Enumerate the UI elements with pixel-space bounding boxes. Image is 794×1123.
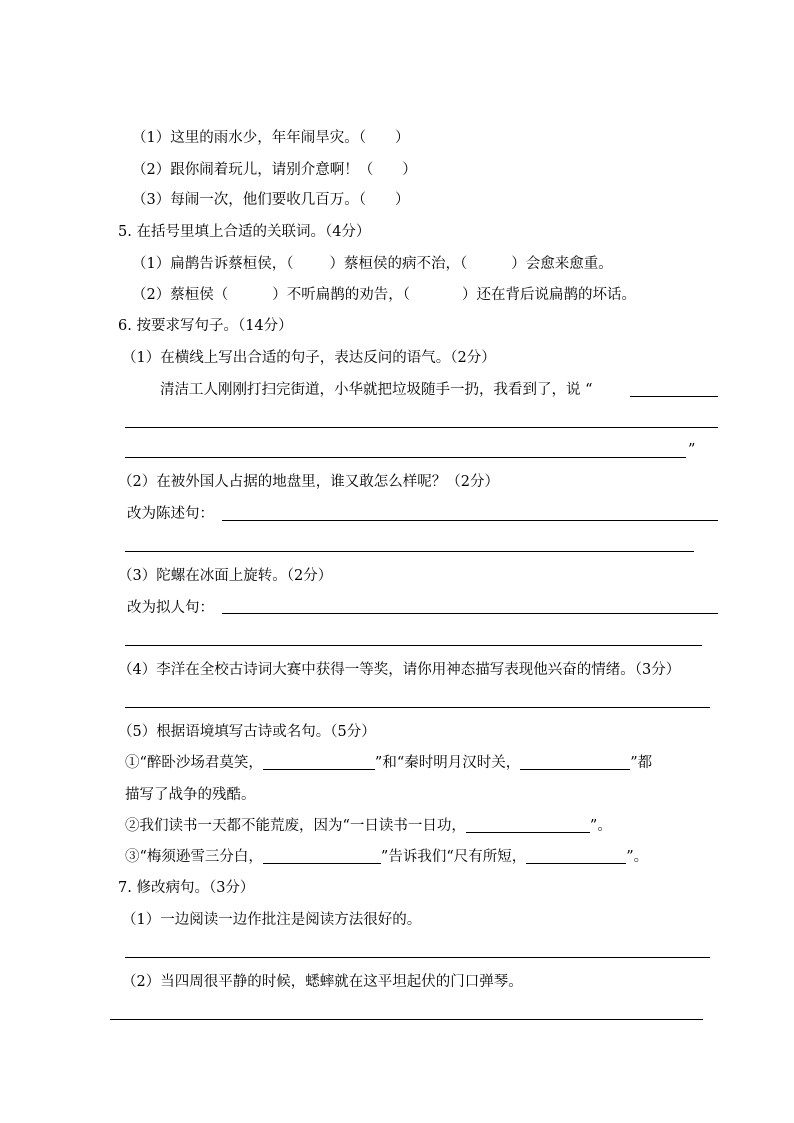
q6-sub5-blank-3[interactable] [466,816,590,833]
q5-item-2 [132,285,636,305]
q7-sub1: （1）一边阅读一边作批注是阅读方法很好的。 [122,912,422,928]
q6-sub4-answer-line[interactable] [125,707,710,708]
q4-item-3: （3）每闹一次，他们要收几百万。（ ） [132,192,410,208]
q5-title: 5. 在括号里填上合适的关联词。（4分） [118,224,371,240]
q7-sub1-answer-line[interactable] [125,957,710,958]
q6-sub5-line-3-part-a: ③“梅须逊雪三分白， [125,849,263,865]
q5-item-2-part-a: （2）蔡桓侯（ [132,287,229,303]
q6-sub1-answer-line-1[interactable] [630,396,718,397]
q6-sub1-close-quote: ” [688,442,696,458]
q6-sub5-title: （5）根据语境填写古诗或名句。（5分） [118,724,376,740]
q6-title: 6. 按要求写句子。（14分） [118,318,293,334]
q7-sub2: （2）当四周很平静的时候，蟋蟀就在这平坦起伏的门口弹琴。 [122,974,523,990]
q6-sub2-answer-line-1[interactable] [222,520,718,521]
q6-sub5-line-3-part-c: ”。 [626,849,649,865]
q6-sub1-answer-line-2[interactable] [125,427,718,428]
q5-item-1-part-c: ）会愈来愈重。 [511,256,613,272]
q5-item-2-part-c: ）还在背后说扁鹊的坏话。 [461,287,636,303]
q4-item-1: （1）这里的雨水少，年年闹旱灾。（ ） [132,130,410,146]
q6-sub5-blank-5[interactable] [526,847,626,864]
q6-sub5-line-1 [125,753,652,773]
q5-item-2-part-b: ）不听扁鹊的劝告，（ [272,287,410,303]
q6-sub2-answer-line-2[interactable] [125,551,694,552]
q6-sub1-answer-line-3[interactable] [125,457,686,458]
q6-sub5-line-3-part-b: ”告诉我们“尺有所短， [380,849,527,865]
q6-sub1-title: （1）在横线上写出合适的句子，表达反问的语气。（2分） [122,350,496,366]
q5-item-1 [132,254,613,274]
q6-sub5-blank-2[interactable] [520,753,630,770]
q6-sub5-line-2 [125,816,612,836]
q6-sub5-line-1-cont: 描写了战争的残酷。 [125,787,256,803]
q7-title: 7. 修改病句。（3分） [118,880,255,896]
q5-item-1-part-a: （1）扁鹊告诉蔡桓侯，（ [132,256,294,272]
q5-item-1-part-b: ）蔡桓侯的病不治，（ [329,256,468,272]
q6-sub2-label: 改为陈述句： [127,506,214,522]
q6-sub5-line-1-part-b: ”和“秦时明月汉时关， [374,755,521,771]
q6-sub2-title: （2）在被外国人占据的地盘里，谁又敢怎么样呢？（2分） [118,474,499,490]
q6-sub3-answer-line-2[interactable] [125,645,702,646]
q6-sub5-blank-4[interactable] [263,847,381,864]
q6-sub5-blank-1[interactable] [263,753,375,770]
q6-sub5-line-2-part-b: ”。 [589,818,612,834]
q6-sub5-line-3 [125,847,648,867]
q6-sub3-answer-line-1[interactable] [222,613,718,614]
q6-sub3-label: 改为拟人句： [127,600,214,616]
q6-sub3-title: （3）陀螺在冰面上旋转。（2分） [118,568,333,584]
q6-sub5-line-1-part-a: ①“醉卧沙场君莫笑， [125,755,263,771]
q6-sub4-title: （4）李洋在全校古诗词大赛中获得一等奖，请你用神态描写表现他兴奋的情绪。（3分） [118,662,681,678]
q4-item-2: （2）跟你闹着玩儿，请别介意啊！（ ） [132,162,417,178]
q6-sub1-prompt: 清洁工人刚刚打扫完街道，小华就把垃圾随手一扔，我看到了，说 “ [160,382,593,398]
q6-sub5-line-2-part-a: ②我们读书一天都不能荒废，因为“一日读书一日功， [125,818,466,834]
q6-sub5-line-1-part-c: ”都 [630,755,653,771]
q7-sub2-answer-line[interactable] [110,1019,703,1020]
